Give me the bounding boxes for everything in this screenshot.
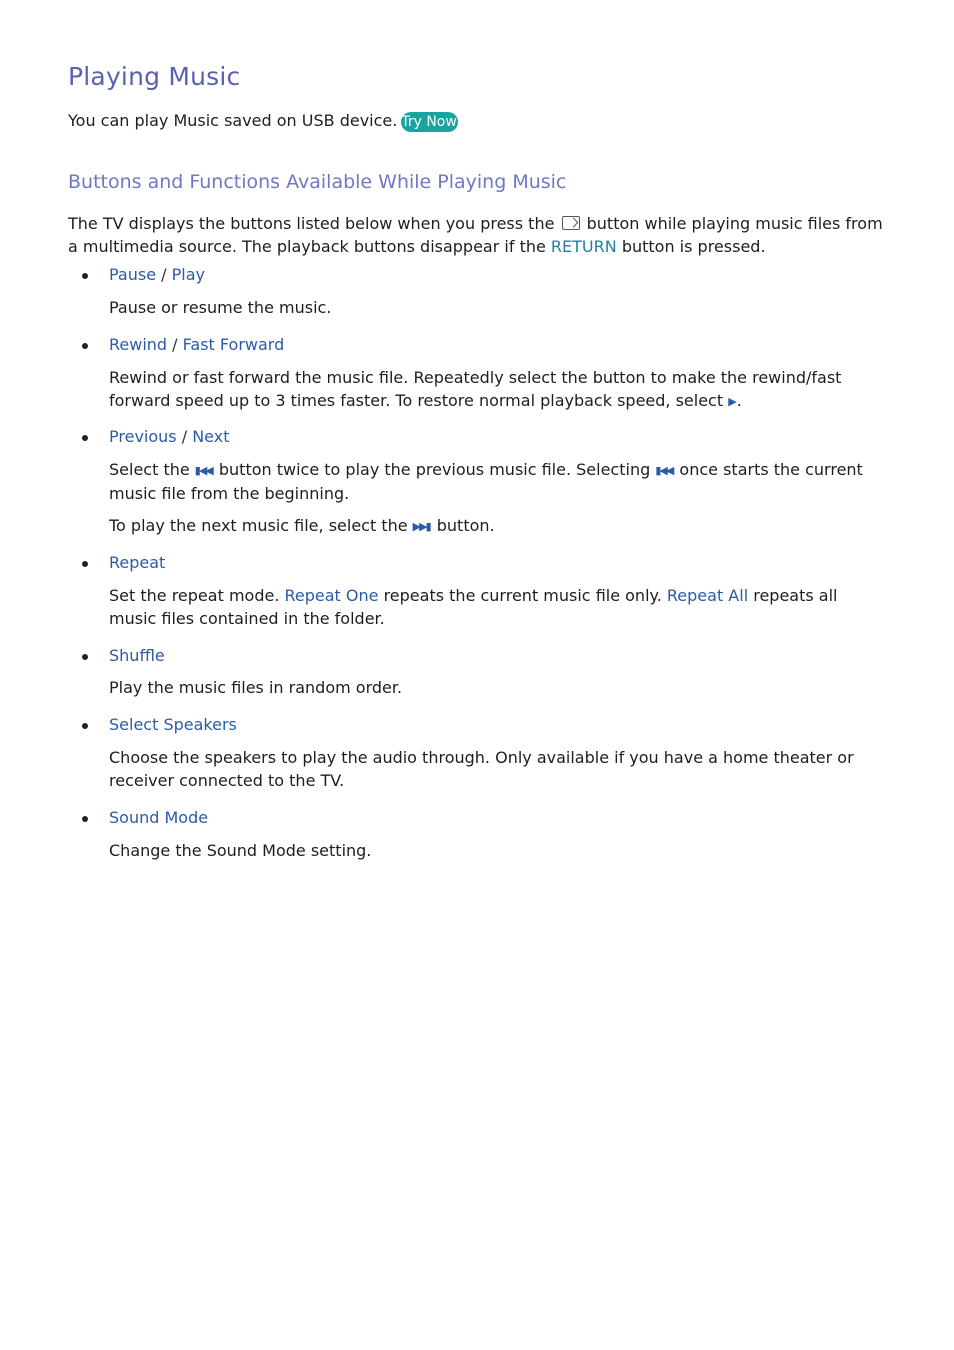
item-label: Fast Forward — [182, 335, 285, 354]
list-item-sound-mode — [109, 807, 208, 829]
item-description: Choose the speakers to play the audio through. Only available if you have a home theater or receiver connected to the TV. — [109, 748, 854, 790]
item-description: Play the music files in random order. — [109, 678, 403, 697]
intro-line — [68, 110, 458, 132]
item-label: Sound Mode — [109, 808, 209, 827]
item-label: Shuffle — [109, 646, 165, 665]
section-paragraph — [68, 212, 888, 258]
item-label: Previous — [109, 427, 177, 446]
desc-text: repeats all music files contained in the folder. — [109, 586, 838, 628]
previous-track-icon: ▮◀◀ — [194, 464, 212, 477]
return-button-label: RETURN — [550, 237, 617, 256]
item-description: Pause or resume the music. — [109, 298, 332, 317]
bullet — [82, 816, 88, 822]
desc-text: Set the repeat mode. — [109, 586, 280, 605]
item-separator: / — [161, 265, 167, 284]
item-separator: / — [172, 335, 178, 354]
item-description — [109, 367, 889, 413]
item-label: Rewind — [109, 335, 168, 354]
desc-text: once starts the current music file from the beginning. — [109, 460, 863, 503]
menu-return-icon — [562, 216, 580, 230]
item-description — [109, 459, 889, 505]
try-now-button[interactable]: Try Now — [401, 114, 457, 130]
previous-track-icon: ▮◀◀ — [655, 464, 673, 477]
item-label: Repeat — [109, 553, 166, 572]
bullet — [82, 654, 88, 660]
next-track-icon: ▶▶▮ — [412, 520, 430, 533]
bullet — [82, 561, 88, 567]
list-item-shuffle — [109, 645, 165, 667]
repeat-one-label: Repeat One — [284, 586, 379, 605]
play-icon: ▶ — [728, 394, 735, 408]
paragraph-text: button is pressed. — [621, 237, 766, 256]
list-item-repeat — [109, 552, 165, 574]
desc-text: button. — [436, 516, 495, 535]
item-label: Play — [171, 265, 206, 284]
intro-text: You can play Music saved on USB device. — [68, 111, 398, 130]
item-label: Next — [192, 427, 230, 446]
list-item-pause-play — [109, 264, 205, 286]
item-description — [109, 585, 889, 630]
section-heading: Buttons and Functions Available While Playing Music — [68, 171, 567, 193]
page-title: Playing Music — [68, 62, 241, 91]
item-description: Change the Sound Mode setting. — [109, 841, 372, 860]
bullet — [82, 273, 88, 279]
desc-text: Rewind or fast forward the music file. Repeatedly select the button to make the rewind/fast forward speed up to 3 times faster. To restore normal playback speed, select — [109, 368, 842, 410]
item-label: Pause — [109, 265, 157, 284]
list-item-select-speakers — [109, 714, 237, 736]
desc-text: . — [736, 390, 742, 410]
paragraph-text: The TV displays the buttons listed below when you press the — [68, 214, 555, 233]
desc-text: To play the next music file, select the — [109, 516, 408, 535]
item-label: Select Speakers — [109, 715, 237, 734]
repeat-all-label: Repeat All — [666, 586, 749, 605]
bullet — [82, 435, 88, 441]
list-item-previous-next — [109, 426, 229, 448]
desc-text: repeats the current music file only. — [383, 586, 662, 605]
bullet — [82, 343, 88, 349]
item-description-2 — [109, 515, 889, 539]
desc-text: button twice to play the previous music file. Selecting — [218, 460, 651, 479]
paragraph-text: button while playing music files from a multimedia source. The playback buttons disappear if the — [68, 214, 883, 256]
list-item-rewind-ff — [109, 334, 284, 356]
bullet — [82, 723, 88, 729]
desc-text: Select the — [109, 460, 190, 479]
item-separator: / — [181, 427, 188, 446]
